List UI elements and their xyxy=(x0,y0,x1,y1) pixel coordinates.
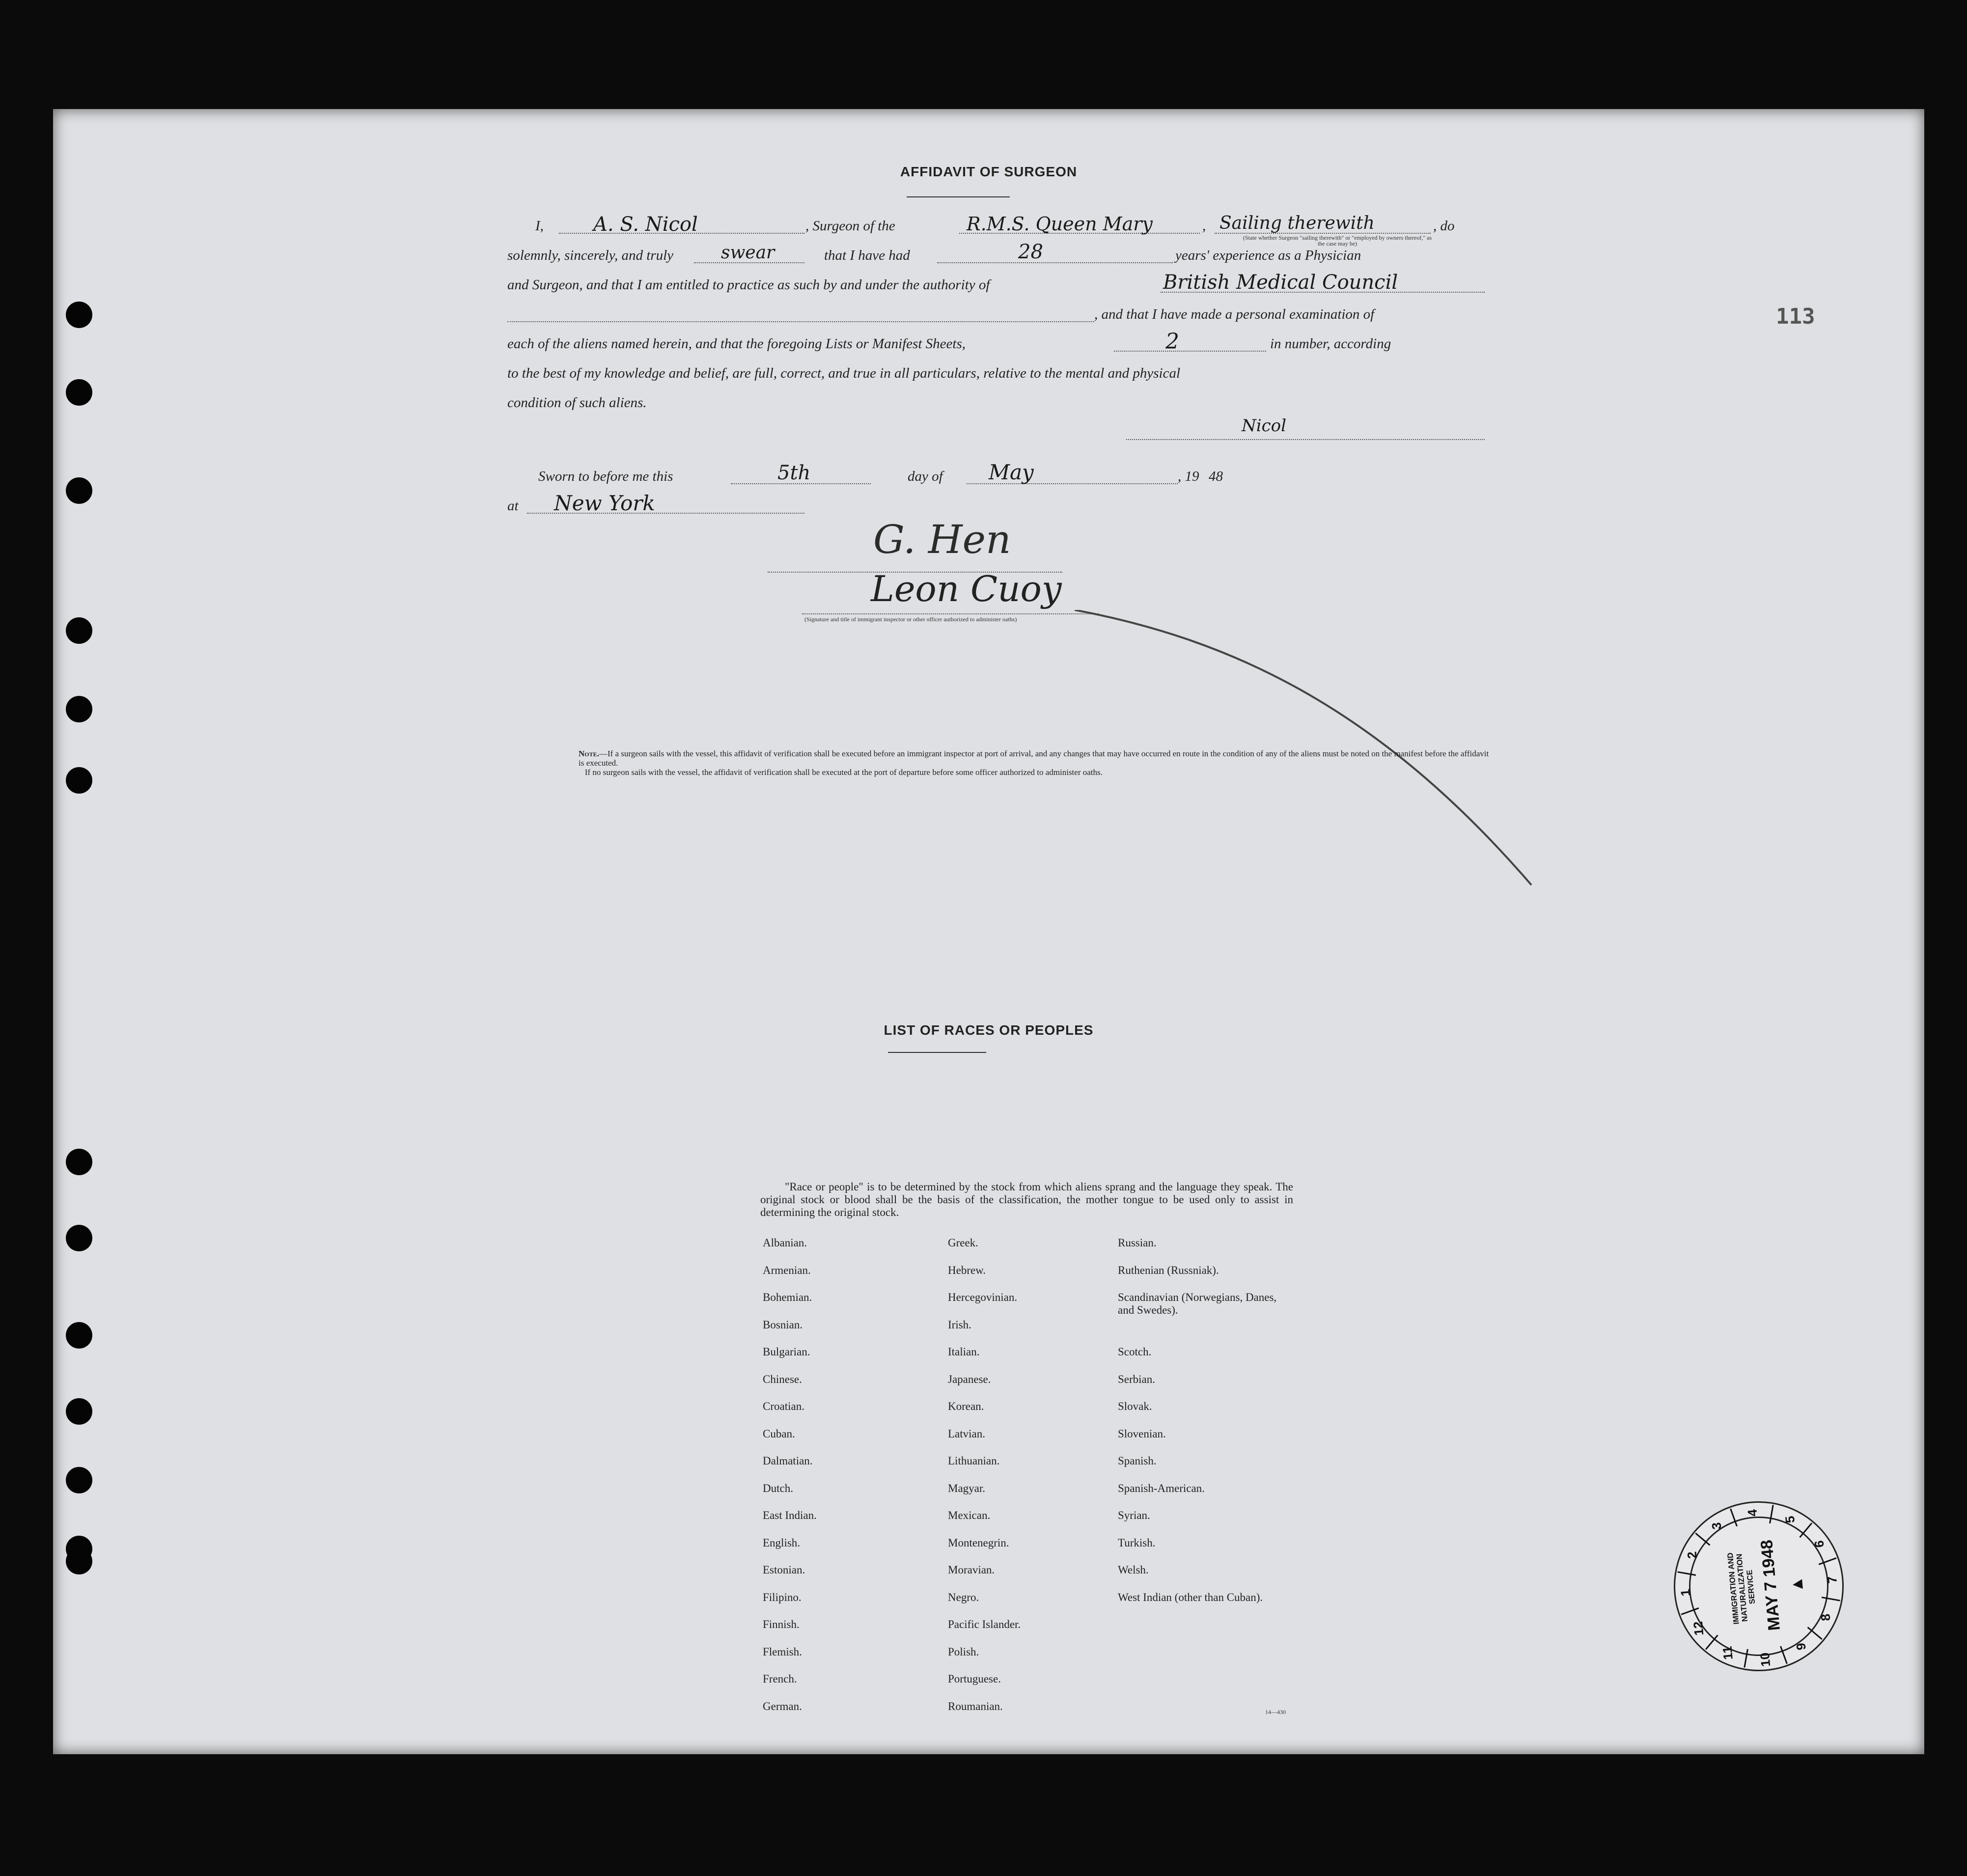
document-page: 113 AFFIDAVIT OF SURGEON I, A. S. Nicol , Surgeon of the R.M.S. Queen Mary , Sailing therewith , do (State whether Surgeon "sailing therewith" or "employed by owners thereof," as the case may be) solemnly, sincerely, and truly swear that I have had 28 years' experience as a Physician and Surgeon, and that I am entitled to practice as such by and under the authority of British Medical Council , and that I have made a personal examination of each of the aliens named herein, and that the foregoing Lists or Manifest Sheets, 2 in number, according to the best of my knowledge and belief, are full, correct, and true in all particulars, relative to the mental and physical condition of such aliens. Nicol Sworn to before me this 5th day of May , 19 48 at New York G. Hen Leon Cuoy (Signature and title of immigrant inspector or other officer authorized to administer oaths) Note.—If a surgeon sails with the vessel, this affidavit of verification shall be executed before an immigrant inspector at port of arrival, and any changes that may have occurred en route in the condition of any of the aliens must be noted on the manifest before the affidavit is executed. If no surgeon sails with the vessel, the affidavit of verification shall be executed at the port of departure before some officer authorized to administer oaths. LIST OF RACES OR PEOPLES "Race or people" is to be determined by the stock from which aliens sprang and the language they speak. The original stock or blood shall be the basis of the classification, the mother tongue to be used only to assist in determining the original stock. Albanian. Armenian. Bohemian. Bosnian. Bulgarian. Chinese. Croatian. Cuban. Dalmatian. Dutch. East Indian. English. Estonian. Filipino. Finnish. Flemish. French. German. Greek. Hebrew. Hercegovinian. Irish. Italian. Japanese. Korean. Latvian. Lithuanian. Magyar. Mexican. Montenegrin. Moravian. Negro. Pacific Islander. Polish. Portuguese. Roumanian. Russian. Ruthenian (Russniak). Scandinavian (Norwegians, Danes, and Swedes). Scotch. Serbian. Slovak. Slovenian. Spanish. Spanish-American. Syrian. Turkish. Welsh. West Indian (other than Cuban). 14—430 MAY 7 1948 IMMIGRATION AND NATURALIZATION SERVICE ▲ 1 2 3 4 5 6 7 8 9 10 11 12 xyxy=(53,109,1924,1754)
affidavit-text: at xyxy=(507,498,519,514)
handwritten-month: May xyxy=(989,460,1034,484)
race-item: Ruthenian (Russniak). xyxy=(1118,1264,1219,1276)
affidavit-text: condition of such aliens. xyxy=(507,395,647,411)
handwritten-oath: swear xyxy=(721,243,775,263)
race-item: Negro. xyxy=(948,1591,979,1603)
note-label: Note. xyxy=(579,749,599,758)
affidavit-text: , and that I have made a personal examination of xyxy=(1094,306,1375,322)
race-item: Serbian. xyxy=(1118,1373,1156,1385)
handwritten-surgeon-name: A. S. Nicol xyxy=(593,213,698,236)
race-item: Slovak. xyxy=(1118,1400,1152,1412)
affidavit-text: to the best of my knowledge and belief, are full, correct, and true in all particulars, relative to the mental and physical xyxy=(507,365,1181,381)
race-item: Magyar. xyxy=(948,1482,986,1494)
stamp-ring-divider xyxy=(1799,1523,1813,1537)
race-item: French. xyxy=(763,1673,797,1685)
date-stamp xyxy=(1667,1494,1851,1679)
stamp-ring-divider xyxy=(1768,1505,1774,1523)
handwritten-sheets: 2 xyxy=(1165,329,1179,354)
stamp-ring-numbers xyxy=(1668,1496,1849,1677)
race-item: Korean. xyxy=(948,1400,984,1412)
stamp-ring-number: 8 xyxy=(1818,1613,1833,1622)
stamp-marker: ▲ xyxy=(1787,1575,1807,1594)
race-item: Roumanian. xyxy=(948,1700,1003,1712)
race-item: Chinese. xyxy=(763,1373,802,1385)
stamp-ring-number: 4 xyxy=(1745,1509,1760,1517)
affidavit-text: , do xyxy=(1433,218,1455,234)
form-code: 14—430 xyxy=(1265,1709,1286,1715)
races-column-1 xyxy=(763,1237,817,1727)
race-item: Bohemian. xyxy=(763,1291,812,1303)
race-item: Portuguese. xyxy=(948,1673,1001,1685)
race-item: Estonian. xyxy=(763,1564,805,1576)
race-item: Irish. xyxy=(948,1318,971,1331)
race-item: Moravian. xyxy=(948,1564,995,1576)
race-item: Albanian. xyxy=(763,1237,807,1249)
field-note: (State whether Surgeon "sailing therewith" or "employed by owners thereof," as the case may be) xyxy=(1243,234,1432,247)
race-item: Hercegovinian. xyxy=(948,1291,1018,1303)
race-item: West Indian (other than Cuban). xyxy=(1118,1591,1263,1603)
race-item: Filipino. xyxy=(763,1591,802,1603)
stamp-ring-number: 6 xyxy=(1811,1540,1827,1548)
race-item: Lithuanian. xyxy=(948,1455,1000,1467)
stamp-ring-divider xyxy=(1681,1608,1699,1614)
race-item: Welsh. xyxy=(1118,1564,1149,1576)
affidavit-text: each of the aliens named herein, and that the foregoing Lists or Manifest Sheets, xyxy=(507,336,966,352)
stamp-ring-divider xyxy=(1695,1532,1710,1546)
race-item: Spanish. xyxy=(1118,1455,1157,1467)
handwritten-authority: British Medical Council xyxy=(1163,271,1398,294)
races-intro: "Race or people" is to be determined by the stock from which aliens sprang and the language they speak. The original stock or blood shall be the basis of the classification, the mother tongue to be used only to assist in determining the original stock. xyxy=(760,1181,1293,1218)
race-item: Croatian. xyxy=(763,1400,804,1412)
stamp-ring-divider xyxy=(1808,1626,1822,1640)
note-text: If no surgeon sails with the vessel, the affidavit of verification shall be executed at the port of departure before some officer authorized to administer oaths. xyxy=(584,768,1103,777)
punch-hole xyxy=(66,477,92,504)
race-item: Hebrew. xyxy=(948,1264,986,1276)
stamp-ring-number: 9 xyxy=(1793,1642,1809,1651)
stamp-ring-number: 5 xyxy=(1782,1515,1798,1524)
race-item: East Indian. xyxy=(763,1509,817,1521)
race-item: Mexican. xyxy=(948,1509,991,1521)
stamp-ring-divider xyxy=(1822,1596,1840,1602)
signature-caption: (Signature and title of immigrant inspector or other officer authorized to administer oaths) xyxy=(804,616,1017,623)
stamp-ring-divider xyxy=(1743,1649,1749,1667)
race-item: Montenegrin. xyxy=(948,1536,1009,1549)
affidavit-title: AFFIDAVIT OF SURGEON xyxy=(900,164,1078,179)
race-item: Dalmatian. xyxy=(763,1455,813,1467)
affidavit-text: and Surgeon, and that I am entitled to practice as such by and under the authority of xyxy=(507,277,990,293)
affidavit-text: day of xyxy=(908,469,943,484)
stamp-date: MAY 7 1948 xyxy=(1757,1539,1784,1631)
stamp-ring-divider xyxy=(1705,1635,1719,1650)
stamp-ring-number: 1 xyxy=(1677,1588,1693,1597)
stamp-ring-number: 2 xyxy=(1684,1551,1700,1560)
race-item: Pacific Islander. xyxy=(948,1618,1021,1630)
punch-hole xyxy=(66,1149,92,1175)
affidavit-text: Sworn to before me this xyxy=(538,469,673,484)
race-item: Scotch. xyxy=(1118,1346,1152,1358)
punch-hole xyxy=(66,302,92,328)
race-item: Slovenian. xyxy=(1118,1427,1166,1440)
race-item: Greek. xyxy=(948,1237,978,1249)
affidavit-text: I, xyxy=(535,218,544,234)
race-item: Russian. xyxy=(1118,1237,1157,1249)
stamp-text: IMMIGRATION AND NATURALIZATION SERVICE xyxy=(1726,1552,1757,1625)
race-item: Dutch. xyxy=(763,1482,793,1494)
punch-hole xyxy=(66,1467,92,1493)
race-item: Latvian. xyxy=(948,1427,985,1440)
stamp-ring-divider xyxy=(1780,1646,1787,1664)
handwritten-day: 5th xyxy=(777,462,811,484)
races-column-3 xyxy=(1118,1237,1295,1618)
affidavit-note xyxy=(579,749,1492,777)
stamp-ring-divider xyxy=(1678,1571,1696,1577)
handwritten-years: 28 xyxy=(1018,241,1043,263)
stamp-ring-number: 11 xyxy=(1719,1645,1736,1660)
page-number: 113 xyxy=(1776,304,1815,329)
year-suffix: 48 xyxy=(1209,469,1223,484)
surgeon-signature: Nicol xyxy=(1242,416,1287,436)
stamp-ring-divider xyxy=(1818,1558,1836,1565)
race-item: Polish. xyxy=(948,1645,979,1658)
races-column-2 xyxy=(948,1237,1021,1727)
races-title: LIST OF RACES OR PEOPLES xyxy=(884,1022,1094,1038)
race-item: Japanese. xyxy=(948,1373,991,1385)
affidavit-text: in number, according xyxy=(1270,336,1391,352)
stamp-ring-number: 3 xyxy=(1709,1521,1724,1530)
race-item: Bulgarian. xyxy=(763,1346,810,1358)
affidavit-text: years' experience as a Physician xyxy=(1175,248,1361,263)
race-item: Scandinavian (Norwegians, Danes, and Swedes). xyxy=(1118,1291,1277,1316)
race-item: German. xyxy=(763,1700,802,1712)
punch-hole xyxy=(66,617,92,644)
race-item: Syrian. xyxy=(1118,1509,1150,1521)
race-item: Cuban. xyxy=(763,1427,795,1440)
punch-hole xyxy=(66,767,92,794)
stamp-ring-number: 7 xyxy=(1824,1575,1840,1584)
officer-signature-2: Leon Cuoy xyxy=(871,568,1062,609)
officer-signature-1: G. Hen xyxy=(873,517,1011,562)
affidavit-text: , Surgeon of the xyxy=(805,218,895,234)
race-item: English. xyxy=(763,1536,801,1549)
punch-hole xyxy=(66,1322,92,1349)
title-rule xyxy=(907,196,1010,197)
punch-hole xyxy=(66,1548,92,1574)
stamp-ring-number: 10 xyxy=(1757,1652,1773,1668)
punch-hole xyxy=(66,1225,92,1251)
race-item: Turkish. xyxy=(1118,1536,1156,1549)
race-item: Spanish-American. xyxy=(1118,1482,1205,1494)
punch-hole xyxy=(66,1398,92,1425)
punch-hole xyxy=(66,379,92,406)
affidavit-text: , 19 xyxy=(1178,469,1199,484)
race-item: Bosnian. xyxy=(763,1318,803,1331)
handwritten-vessel: R.M.S. Queen Mary xyxy=(967,213,1153,235)
punch-hole xyxy=(66,696,92,722)
stamp-ring-number: 12 xyxy=(1690,1621,1707,1636)
note-text: —If a surgeon sails with the vessel, this affidavit of verification shall be executed before an immigrant inspector at port of arrival, and any changes that may have occurred en route in the condition of any of the aliens must be noted on the manifest before the affidavit is executed. xyxy=(579,749,1489,768)
race-item: Italian. xyxy=(948,1346,980,1358)
race-item: Flemish. xyxy=(763,1645,802,1658)
affidavit-text: solemnly, sincerely, and truly xyxy=(507,248,674,263)
title-rule xyxy=(888,1052,986,1053)
race-item: Armenian. xyxy=(763,1264,811,1276)
affidavit-text: that I have had xyxy=(824,248,910,263)
handwritten-sailing: Sailing therewith xyxy=(1219,213,1375,233)
stamp-ring-divider xyxy=(1731,1508,1737,1526)
race-item: Finnish. xyxy=(763,1618,800,1630)
handwritten-place: New York xyxy=(554,491,655,515)
